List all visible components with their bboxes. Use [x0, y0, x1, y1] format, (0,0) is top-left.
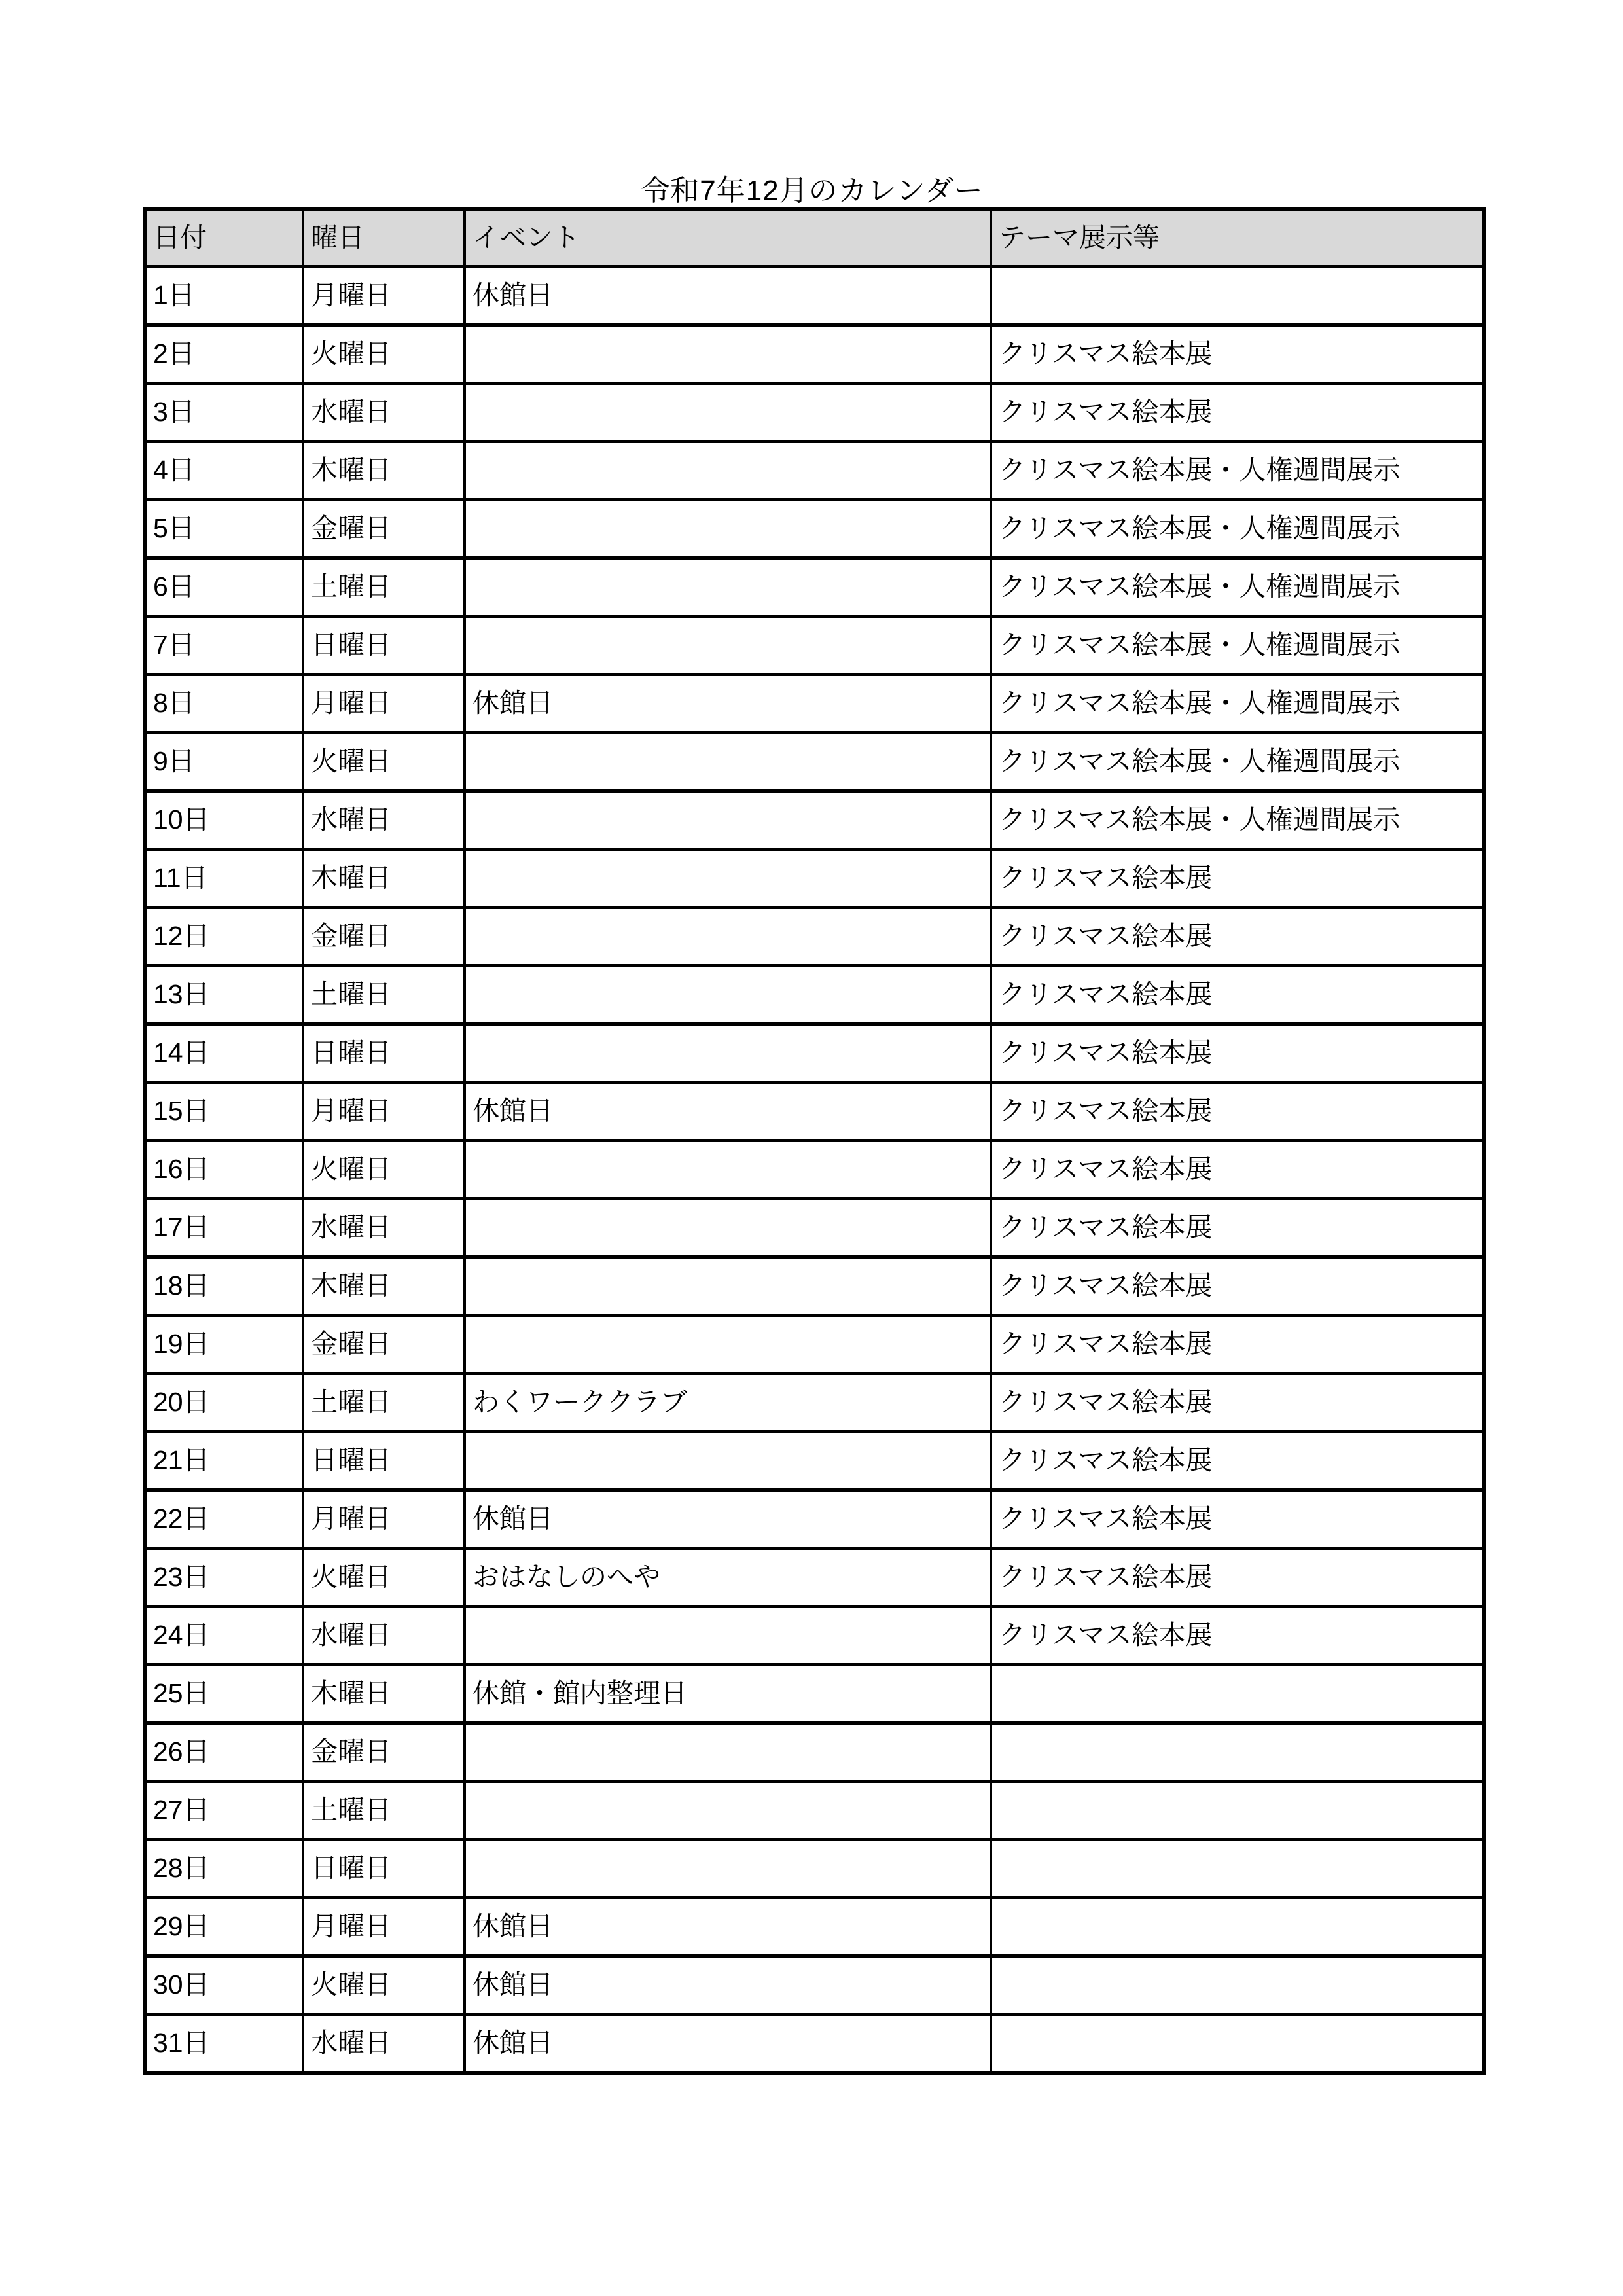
day-cell: 水曜日	[303, 1199, 465, 1257]
table-row	[145, 1840, 1484, 1898]
date-cell: 31日	[145, 2015, 303, 2073]
table-row	[145, 1782, 1484, 1840]
theme-cell: クリスマス絵本展	[991, 1607, 1484, 1665]
date-cell: 14日	[145, 1024, 303, 1083]
date-cell: 27日	[145, 1782, 303, 1840]
table-row	[145, 558, 1484, 617]
theme-cell: クリスマス絵本展	[991, 1141, 1484, 1199]
theme-cell: クリスマス絵本展・人権週間展示	[991, 675, 1484, 733]
page-title: 令和7年12月のカレンダー	[641, 175, 984, 207]
day-cell: 月曜日	[303, 1083, 465, 1141]
event-cell: 休館日	[465, 1490, 991, 1549]
day-cell: 月曜日	[303, 1490, 465, 1549]
day-cell: 金曜日	[303, 1316, 465, 1374]
date-cell: 13日	[145, 966, 303, 1024]
event-cell: 休館日	[465, 1083, 991, 1141]
theme-cell: クリスマス絵本展	[991, 1257, 1484, 1316]
table-row	[145, 1024, 1484, 1083]
day-cell: 月曜日	[303, 675, 465, 733]
day-cell: 火曜日	[303, 325, 465, 384]
day-cell: 土曜日	[303, 558, 465, 617]
event-cell	[465, 1432, 991, 1490]
theme-cell	[991, 1840, 1484, 1898]
date-cell: 10日	[145, 791, 303, 850]
date-cell: 29日	[145, 1898, 303, 1956]
event-cell: 休館日	[465, 675, 991, 733]
event-cell: 休館日	[465, 2015, 991, 2073]
date-cell: 23日	[145, 1549, 303, 1607]
day-cell: 木曜日	[303, 850, 465, 908]
header-event: イベント	[465, 209, 991, 267]
event-cell	[465, 908, 991, 966]
day-cell: 水曜日	[303, 1607, 465, 1665]
theme-cell: クリスマス絵本展	[991, 908, 1484, 966]
event-cell: おはなしのへや	[465, 1549, 991, 1607]
day-cell: 水曜日	[303, 791, 465, 850]
event-cell	[465, 1141, 991, 1199]
day-cell: 火曜日	[303, 733, 465, 791]
day-cell: 木曜日	[303, 1257, 465, 1316]
date-cell: 16日	[145, 1141, 303, 1199]
event-cell	[465, 1316, 991, 1374]
event-cell	[465, 1199, 991, 1257]
date-cell: 8日	[145, 675, 303, 733]
table-row	[145, 442, 1484, 500]
day-cell: 土曜日	[303, 1782, 465, 1840]
header-row	[145, 209, 1484, 267]
day-cell: 水曜日	[303, 2015, 465, 2073]
date-cell: 6日	[145, 558, 303, 617]
table-row	[145, 1374, 1484, 1432]
day-cell: 水曜日	[303, 384, 465, 442]
date-cell: 15日	[145, 1083, 303, 1141]
table-row	[145, 617, 1484, 675]
table-row	[145, 675, 1484, 733]
event-cell: 休館・館内整理日	[465, 1665, 991, 1723]
table-row	[145, 733, 1484, 791]
event-cell	[465, 500, 991, 558]
table-row	[145, 2015, 1484, 2073]
event-cell	[465, 791, 991, 850]
day-cell: 木曜日	[303, 442, 465, 500]
date-cell: 3日	[145, 384, 303, 442]
date-cell: 25日	[145, 1665, 303, 1723]
theme-cell	[991, 267, 1484, 325]
table-row	[145, 1723, 1484, 1782]
event-cell	[465, 733, 991, 791]
date-cell: 7日	[145, 617, 303, 675]
theme-cell: クリスマス絵本展・人権週間展示	[991, 500, 1484, 558]
date-cell: 11日	[145, 850, 303, 908]
table-row	[145, 384, 1484, 442]
table-row	[145, 1607, 1484, 1665]
table-row	[145, 1490, 1484, 1549]
event-cell	[465, 966, 991, 1024]
event-cell: わくワーククラブ	[465, 1374, 991, 1432]
table-row	[145, 1898, 1484, 1956]
date-cell: 2日	[145, 325, 303, 384]
theme-cell	[991, 1665, 1484, 1723]
event-cell: 休館日	[465, 1898, 991, 1956]
table-row	[145, 325, 1484, 384]
calendar-table	[143, 207, 1486, 2075]
table-row	[145, 908, 1484, 966]
theme-cell: クリスマス絵本展・人権週間展示	[991, 791, 1484, 850]
day-cell: 金曜日	[303, 908, 465, 966]
date-cell: 9日	[145, 733, 303, 791]
event-cell	[465, 1723, 991, 1782]
theme-cell: クリスマス絵本展	[991, 384, 1484, 442]
theme-cell: クリスマス絵本展	[991, 1316, 1484, 1374]
day-cell: 火曜日	[303, 1956, 465, 2015]
date-cell: 20日	[145, 1374, 303, 1432]
day-cell: 金曜日	[303, 1723, 465, 1782]
calendar-table-body	[145, 267, 1484, 2073]
theme-cell: クリスマス絵本展	[991, 1490, 1484, 1549]
theme-cell: クリスマス絵本展	[991, 1024, 1484, 1083]
theme-cell: クリスマス絵本展・人権週間展示	[991, 617, 1484, 675]
event-cell	[465, 325, 991, 384]
table-row	[145, 791, 1484, 850]
event-cell	[465, 558, 991, 617]
event-cell: 休館日	[465, 1956, 991, 2015]
date-cell: 22日	[145, 1490, 303, 1549]
theme-cell	[991, 1782, 1484, 1840]
calendar-table-header	[145, 209, 1484, 267]
event-cell	[465, 1607, 991, 1665]
theme-cell: クリスマス絵本展	[991, 966, 1484, 1024]
theme-cell: クリスマス絵本展	[991, 1549, 1484, 1607]
event-cell	[465, 442, 991, 500]
table-row	[145, 1549, 1484, 1607]
table-row	[145, 966, 1484, 1024]
date-cell: 18日	[145, 1257, 303, 1316]
table-row	[145, 267, 1484, 325]
table-row	[145, 1316, 1484, 1374]
event-cell: 休館日	[465, 267, 991, 325]
day-cell: 日曜日	[303, 1840, 465, 1898]
header-date: 日付	[145, 209, 303, 267]
date-cell: 30日	[145, 1956, 303, 2015]
header-theme: テーマ展示等	[991, 209, 1484, 267]
table-row	[145, 1199, 1484, 1257]
table-row	[145, 500, 1484, 558]
date-cell: 5日	[145, 500, 303, 558]
theme-cell: クリスマス絵本展	[991, 325, 1484, 384]
event-cell	[465, 1257, 991, 1316]
table-row	[145, 1956, 1484, 2015]
theme-cell: クリスマス絵本展	[991, 850, 1484, 908]
theme-cell: クリスマス絵本展	[991, 1374, 1484, 1432]
date-cell: 1日	[145, 267, 303, 325]
theme-cell	[991, 2015, 1484, 2073]
event-cell	[465, 1840, 991, 1898]
table-row	[145, 850, 1484, 908]
theme-cell: クリスマス絵本展・人権週間展示	[991, 733, 1484, 791]
event-cell	[465, 1024, 991, 1083]
date-cell: 28日	[145, 1840, 303, 1898]
table-row	[145, 1141, 1484, 1199]
theme-cell	[991, 1956, 1484, 2015]
theme-cell	[991, 1898, 1484, 1956]
date-cell: 26日	[145, 1723, 303, 1782]
day-cell: 金曜日	[303, 500, 465, 558]
day-cell: 木曜日	[303, 1665, 465, 1723]
day-cell: 土曜日	[303, 966, 465, 1024]
day-cell: 火曜日	[303, 1549, 465, 1607]
date-cell: 21日	[145, 1432, 303, 1490]
day-cell: 土曜日	[303, 1374, 465, 1432]
theme-cell	[991, 1723, 1484, 1782]
date-cell: 24日	[145, 1607, 303, 1665]
date-cell: 17日	[145, 1199, 303, 1257]
theme-cell: クリスマス絵本展	[991, 1432, 1484, 1490]
table-row	[145, 1083, 1484, 1141]
day-cell: 日曜日	[303, 617, 465, 675]
date-cell: 12日	[145, 908, 303, 966]
event-cell	[465, 384, 991, 442]
day-cell: 日曜日	[303, 1432, 465, 1490]
theme-cell: クリスマス絵本展・人権週間展示	[991, 442, 1484, 500]
day-cell: 月曜日	[303, 267, 465, 325]
date-cell: 19日	[145, 1316, 303, 1374]
day-cell: 日曜日	[303, 1024, 465, 1083]
day-cell: 月曜日	[303, 1898, 465, 1956]
theme-cell: クリスマス絵本展	[991, 1083, 1484, 1141]
date-cell: 4日	[145, 442, 303, 500]
day-cell: 火曜日	[303, 1141, 465, 1199]
table-row	[145, 1665, 1484, 1723]
table-row	[145, 1257, 1484, 1316]
theme-cell: クリスマス絵本展	[991, 1199, 1484, 1257]
table-row	[145, 1432, 1484, 1490]
header-day: 曜日	[303, 209, 465, 267]
event-cell	[465, 850, 991, 908]
event-cell	[465, 617, 991, 675]
event-cell	[465, 1782, 991, 1840]
theme-cell: クリスマス絵本展・人権週間展示	[991, 558, 1484, 617]
